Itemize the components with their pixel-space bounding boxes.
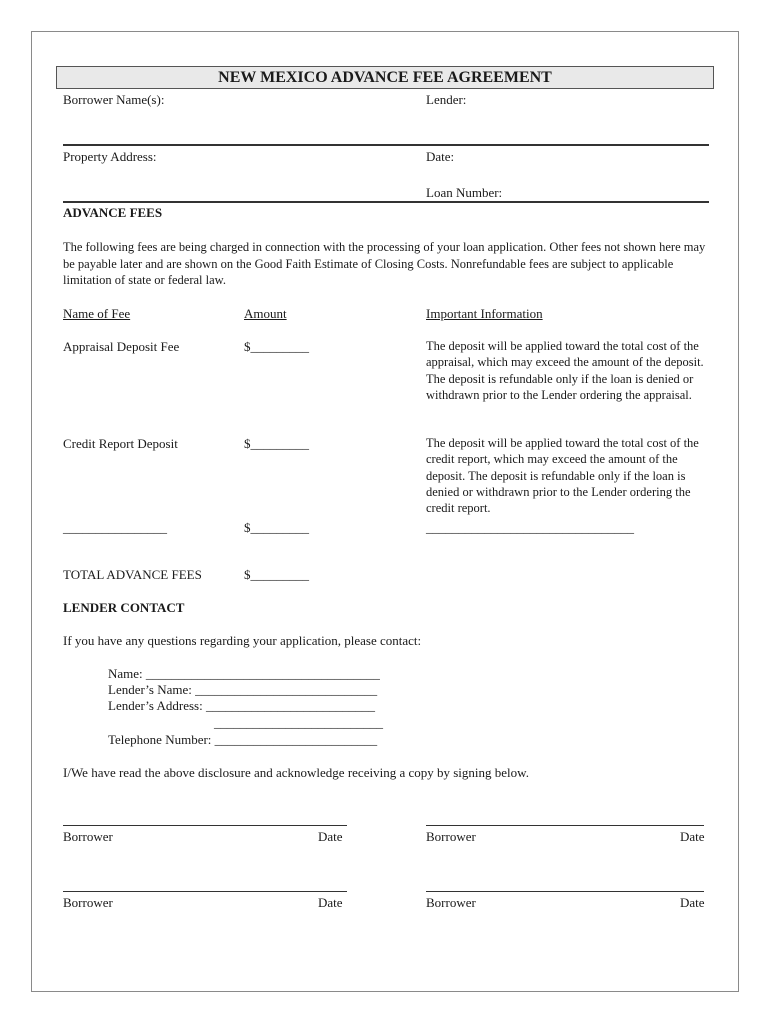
fee-info-credit-report: The deposit will be applied toward the total cost of the credit report, which may exceed the amount of the deposit. The deposit is refundable only if the loan is denied or withdrawn prior to the Lender ordering the credit report. — [426, 436, 699, 516]
column-header-amount: Amount — [244, 306, 287, 321]
lender-contact-heading: LENDER CONTACT — [63, 600, 185, 615]
contact-address-continuation-field[interactable]: __________________________ — [214, 715, 383, 730]
signature-line-borrower-2[interactable] — [426, 825, 704, 826]
lender-contact-intro: If you have any questions regarding your application, please contact: — [63, 633, 422, 648]
signature-borrower-label-4: Borrower — [426, 895, 476, 910]
total-advance-fees-label: TOTAL ADVANCE FEES — [63, 567, 202, 582]
property-address-label: Property Address: — [63, 149, 157, 164]
column-header-info: Important Information — [426, 306, 543, 321]
acknowledgement-text: I/We have read the above disclosure and acknowledge receiving a copy by signing below. — [63, 765, 529, 780]
signature-borrower-label-1: Borrower — [63, 829, 113, 844]
borrower-name-label: Borrower Name(s): — [63, 92, 165, 107]
contact-lender-address-field[interactable]: Lender’s Address: __________________________ — [108, 698, 375, 713]
signature-line-borrower-3[interactable] — [63, 891, 347, 892]
contact-lender-name-field[interactable]: Lender’s Name: ____________________________ — [108, 682, 378, 697]
loan-number-label: Loan Number: — [426, 185, 503, 200]
signature-borrower-label-3: Borrower — [63, 895, 113, 910]
fee-name-credit-report: Credit Report Deposit — [63, 436, 178, 451]
date-label: Date: — [426, 149, 455, 164]
fee-info-appraisal: The deposit will be applied toward the total cost of the appraisal, which may exceed the amount of the deposit. The deposit is refundable only if the loan is denied or withdrawn prior to the Lender ordering the appraisal. — [426, 339, 704, 402]
document-title: NEW MEXICO ADVANCE FEE AGREEMENT — [56, 66, 714, 89]
fee-amount-blank[interactable]: $_________ — [244, 520, 309, 535]
signature-line-borrower-1[interactable] — [63, 825, 347, 826]
advance-fees-heading: ADVANCE FEES — [63, 205, 163, 220]
signature-date-label-1: Date — [318, 829, 343, 844]
signature-date-label-2: Date — [680, 829, 705, 844]
signature-date-label-4: Date — [680, 895, 705, 910]
advance-fees-intro: The following fees are being charged in connection with the processing of your loan application. Other fees not shown here may be payable later and are shown on the Good Faith Estimate of Closing Costs. Nonrefundable fees are subject to applicable limitation of state or federal law. — [63, 240, 706, 287]
signature-date-label-3: Date — [318, 895, 343, 910]
fee-name-blank[interactable]: ________________ — [63, 520, 167, 535]
column-header-name: Name of Fee — [63, 306, 131, 321]
fee-amount-appraisal[interactable]: $_________ — [244, 339, 309, 354]
lender-label: Lender: — [426, 92, 467, 107]
fee-info-blank[interactable]: ________________________________ — [426, 520, 634, 535]
fee-amount-credit-report[interactable]: $_________ — [244, 436, 309, 451]
total-advance-fees-amount[interactable]: $_________ — [244, 567, 309, 582]
header-rule-1 — [63, 144, 709, 146]
header-rule-2 — [63, 201, 709, 203]
contact-name-field[interactable]: Name: ____________________________________ — [108, 666, 380, 681]
fee-name-appraisal: Appraisal Deposit Fee — [63, 339, 180, 354]
contact-telephone-field[interactable]: Telephone Number: _________________________ — [108, 732, 378, 747]
signature-line-borrower-4[interactable] — [426, 891, 704, 892]
signature-borrower-label-2: Borrower — [426, 829, 476, 844]
